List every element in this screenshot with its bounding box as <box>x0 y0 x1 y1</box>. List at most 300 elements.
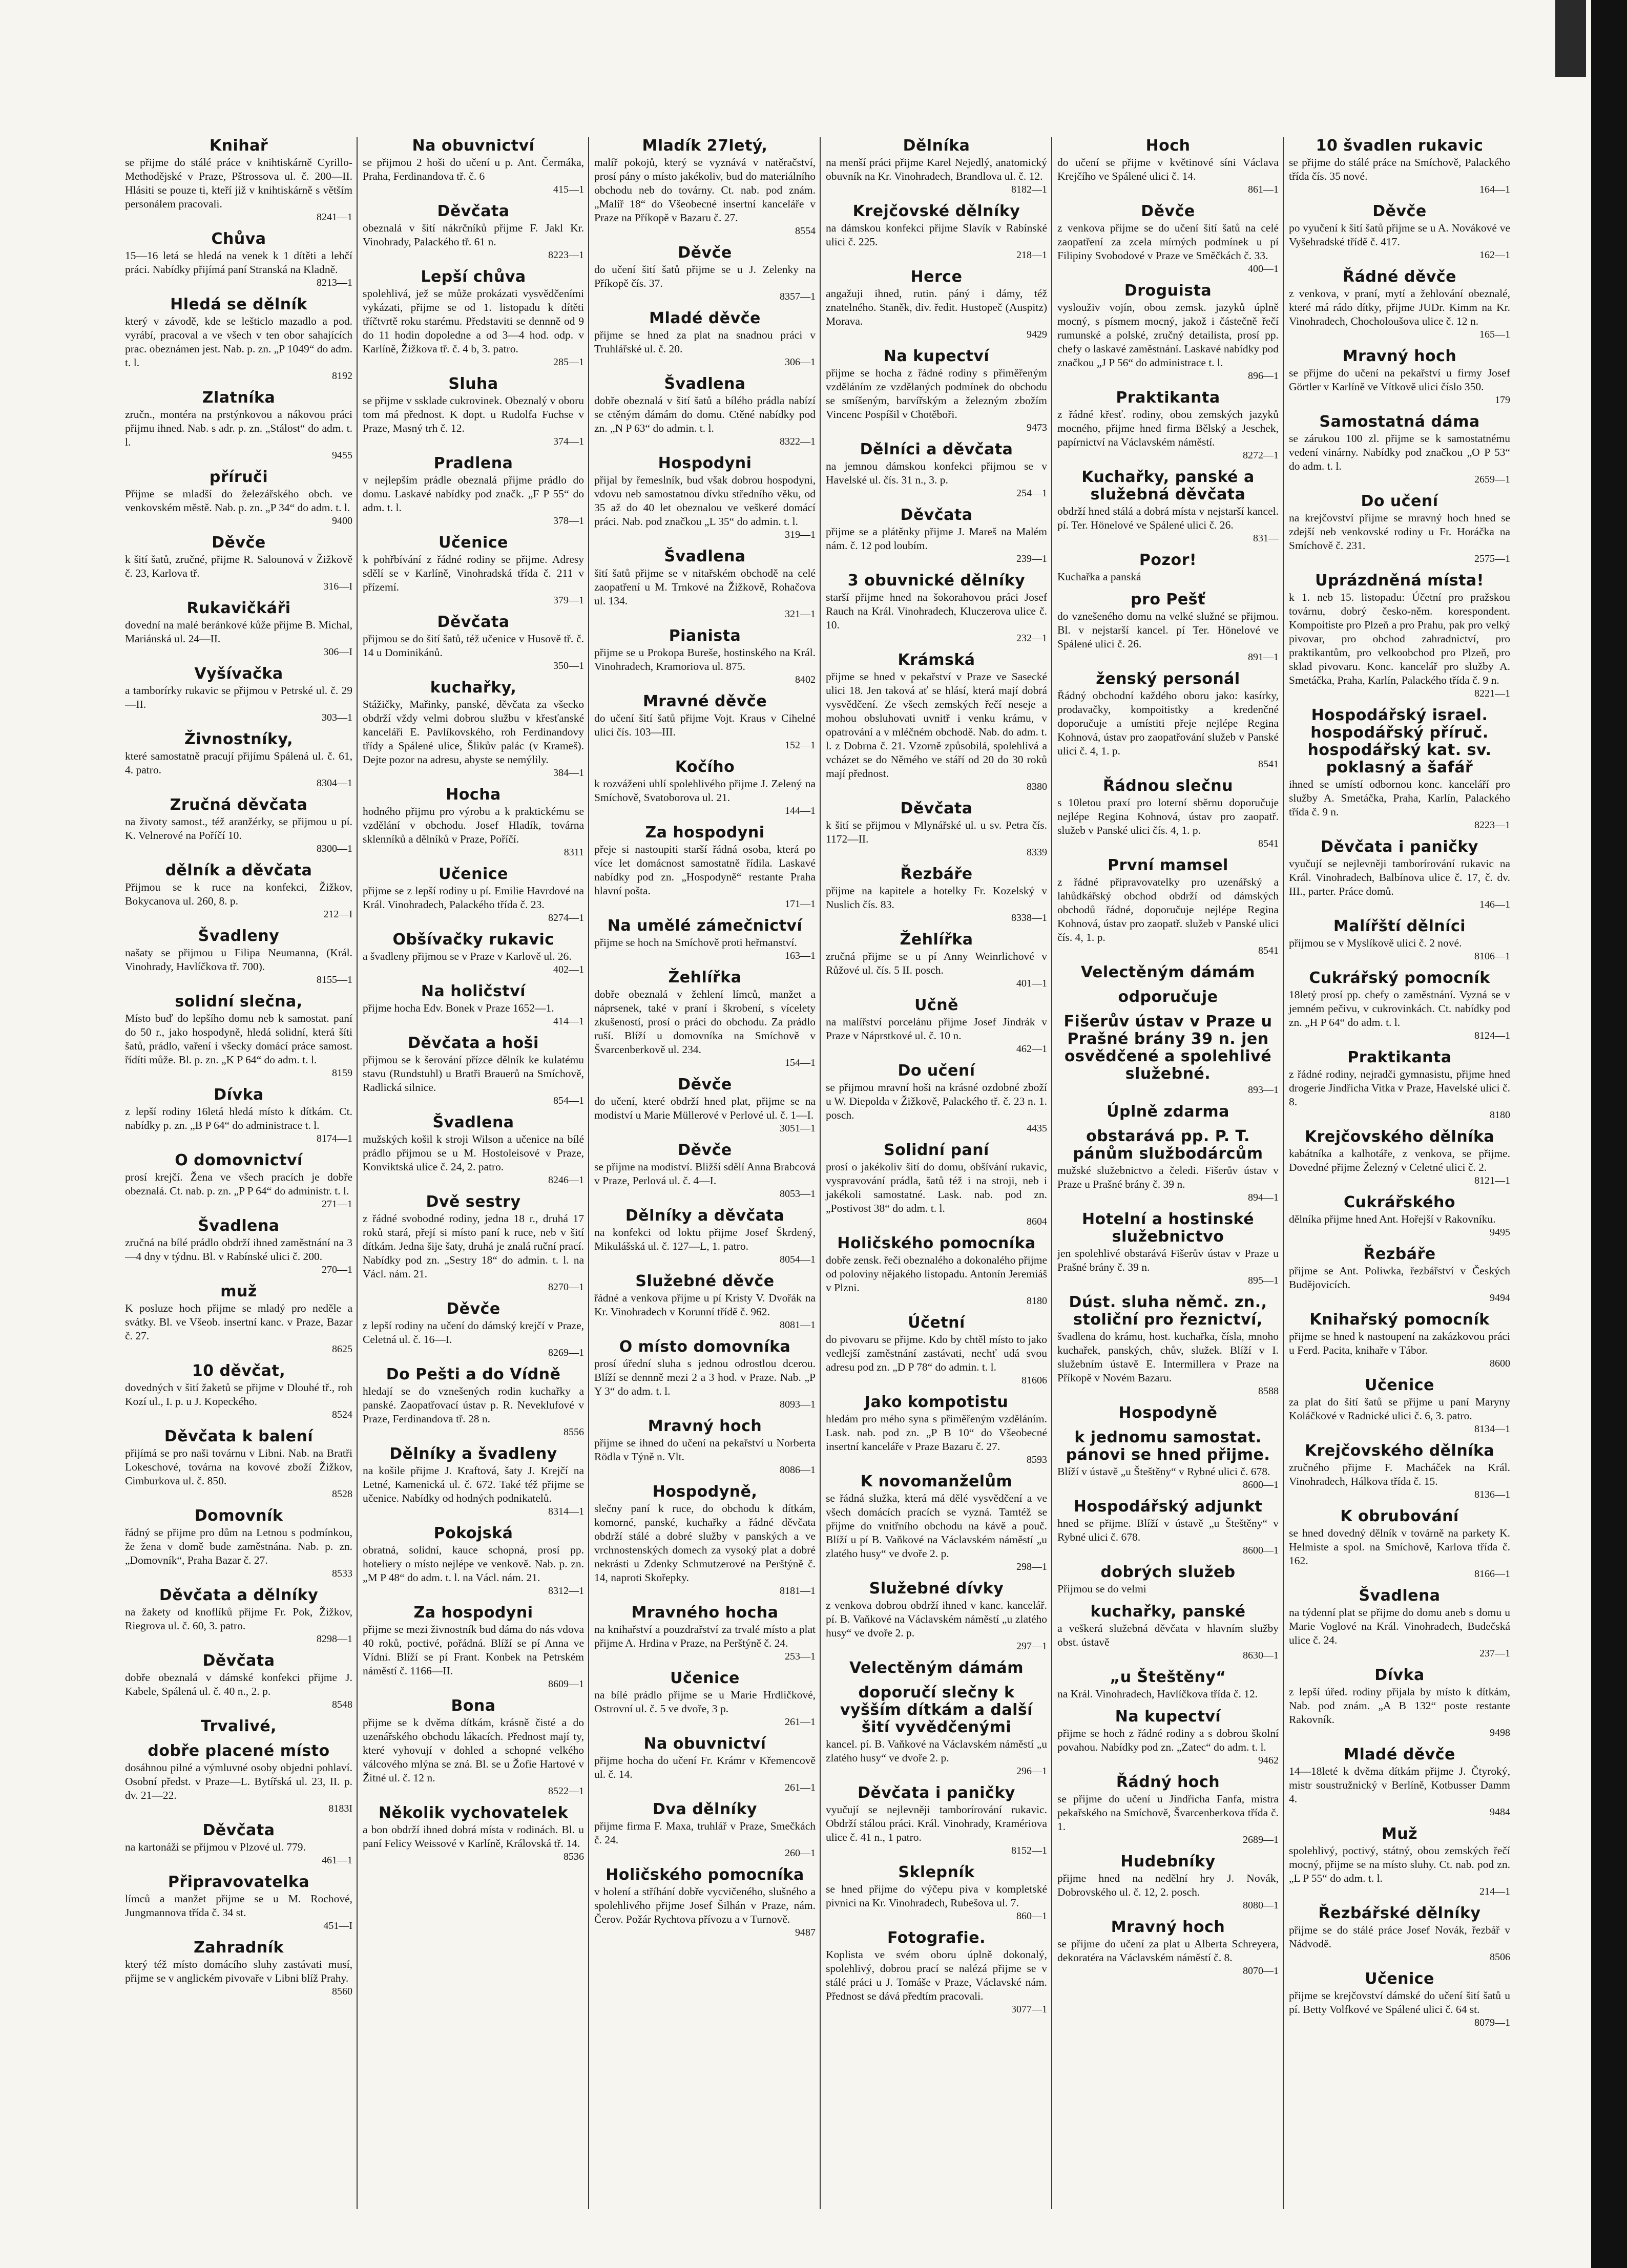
ad-text: hned se přijme. Blíží v ústavě „u Šteštěny“ v Rybné ulici č. 678. <box>1057 1517 1279 1543</box>
classified-ad <box>594 310 816 368</box>
ad-text: prosí o jakékoliv šití do domu, obšívání rukavic, vyspravování prádla, šatů též i na stroji, neb i jakékoli samostatné. Lask. nab. pod zn. „Postivost 38“ do adm. t. l. <box>826 1161 1047 1214</box>
ad-text: Kuchařka a panská <box>1057 571 1141 583</box>
ad-heading: K obrubování <box>1340 1507 1459 1525</box>
ad-heading: Rukavičkáři <box>186 599 291 617</box>
classified-ad <box>826 203 1047 261</box>
ad-heading: Droguista <box>1124 282 1212 300</box>
ad-text: mužské služebnictvo a čeledi. Fišerův ústav v Praze u Prašné brány č. 39 n. <box>1057 1164 1279 1190</box>
ad-heading: Řezbáře <box>900 865 973 883</box>
classified-ad <box>363 1804 584 1863</box>
ad-code: 8380 <box>1027 781 1047 792</box>
ad-heading: Učně <box>914 996 958 1014</box>
classified-ad <box>826 1929 1047 2015</box>
ad-text: hodného přijmu pro výrobu a k praktickému se vzdělání v obchodu. Josef Hladík, továrna sklenníků a dělníků v Praze, Poříčí. <box>363 805 584 845</box>
ad-text: přijmou se k šerování přízce dělník ke kulatému stavu (Rundstuhl) u Bratři Brauerů na Smíchově, Radlická silnice. <box>363 1054 584 1094</box>
ad-heading: Hospodyni <box>658 454 752 472</box>
classified-ad <box>1057 1013 1279 1096</box>
ad-code: 8134—1 <box>1474 1423 1510 1435</box>
ad-heading: Bona <box>451 1697 496 1715</box>
ad-code: 350—1 <box>553 660 584 671</box>
classified-ad <box>125 1587 352 1645</box>
ad-code: 9495 <box>1490 1227 1510 1238</box>
classified-ad <box>125 1362 352 1421</box>
classified-ad <box>594 759 816 817</box>
ad-code: 8541 <box>1258 838 1279 849</box>
classified-ad <box>363 1300 584 1359</box>
ad-code: 8588 <box>1258 1385 1279 1397</box>
ad-heading: Jako kompotistu <box>864 1393 1009 1411</box>
classified-ad <box>1289 572 1510 700</box>
classified-ad <box>1057 670 1279 770</box>
ad-code: 306—1 <box>785 356 816 368</box>
classified-ad <box>826 348 1047 434</box>
ad-heading: Řádné děvče <box>1343 268 1456 286</box>
ad-heading: Živnostníky, <box>184 730 293 748</box>
classified-ad <box>1289 1825 1510 1898</box>
ad-text: do pivovaru se přijme. Kdo by chtěl místo to jako vedlejší zaměstnání zastávati, nechť udá svou adresu pod zn. „D P 78“ do admin. t. l. <box>826 1333 1047 1373</box>
classified-ad <box>1057 1774 1279 1846</box>
classified-ad <box>594 1142 816 1200</box>
column-6 <box>1283 137 1514 2209</box>
ad-heading: kuchařky, panské <box>1090 1603 1246 1621</box>
ad-text: do učení, které obdrží hned plat, přijme se na modiství u Marie Müllerové v Perlové ul. č. 1—I. <box>594 1095 816 1121</box>
classified-ad <box>363 1035 584 1107</box>
ad-code: 378—1 <box>553 515 584 527</box>
ad-text: z venkova přijme se do učení šití šatů na celé zaopatření za zcela mírných podmínek u pí Filipiny Svobodové v Praze ve Směčkách č. 33. <box>1057 222 1279 262</box>
ad-heading: Několik vychovatelek <box>378 1804 569 1822</box>
ad-heading: Děvčata <box>900 506 973 524</box>
ad-text: přijme se hned k nastoupení na zakázkovou práci u Ferd. Pacita, knihaře v Tábor. <box>1289 1330 1510 1356</box>
ad-text: na týdenní plat se přijme do domu aneb s domu u Marie Voglové na Král. Vinohradech, Budečská ulice č. 24. <box>1289 1606 1510 1646</box>
ad-text: z lepší úřed. rodiny přijala by místo k dítkám, Nab. pod znám. „A B 132“ poste restante Rakovník. <box>1289 1686 1510 1726</box>
classified-ad <box>1289 268 1510 341</box>
ad-heading: Dělníci a děvčata <box>860 440 1013 458</box>
ad-code: 8223—1 <box>1474 820 1510 831</box>
classified-ad <box>125 1283 352 1355</box>
classified-ad <box>1289 1442 1510 1501</box>
classified-ad <box>1057 857 1279 957</box>
ad-heading: Zlatníka <box>202 389 276 407</box>
classified-ad <box>1057 1708 1279 1767</box>
ad-heading: Učenice <box>439 534 508 552</box>
classified-ad <box>826 1394 1047 1466</box>
classified-ad <box>594 1207 816 1266</box>
classified-ad <box>125 230 352 289</box>
ad-heading: Praktikanta <box>1116 389 1220 407</box>
classified-ad <box>125 600 352 658</box>
classified-ad <box>1057 1211 1279 1287</box>
ad-text: k 1. neb 15. listopadu: Účetní pro pražskou továrnu, dobrý česko-něm. korespondent. Kompoitiste pro Plzeň a pro Prahu, pak pro velký pivovar, pro obchod zahradnictví, pro praktikantům, pro velkoobchod pro Plzeň, pro sklad pivovaru. Konc. kancelář pro služby A. Smetáčka, Praha, Karlín, Palackého třída č. 9 n. <box>1289 591 1510 686</box>
ad-text: přijme se hned za plat na snadnou práci v Truhlářské ul. č. 20. <box>594 329 816 355</box>
ad-code: 8357—1 <box>780 291 816 302</box>
ad-text: Řádný obchodní každého oboru jako: kasírky, prodavačky, kompoitistky a kredenčné doporučuje a umístiti přeje nejlépe Regina Kohnová, ústav pro zaopatřování služeb v Panské ulici č. 4, 1. p. <box>1057 689 1279 757</box>
ad-code: 9498 <box>1490 1727 1510 1738</box>
classified-ad <box>1057 1294 1279 1397</box>
ad-code: 162—1 <box>1479 249 1510 261</box>
ad-heading: Domovník <box>194 1507 283 1525</box>
ad-text: na bílé prádlo přijme se u Marie Hrdličkové, Ostrovní ul. č. 5 ve dvoře, 3 p. <box>594 1689 816 1715</box>
column-3 <box>588 137 820 2209</box>
ad-heading: Žehlířka <box>668 969 742 986</box>
ad-text: na konfekci od loktu přijme Josef Škrdený, Mikulášská ul. č. 127—L, 1. patro. <box>594 1226 816 1252</box>
ad-heading: ženský personál <box>1096 670 1240 688</box>
ad-text: dělníka přijme hned Ant. Hořejší v Rakovníku. <box>1289 1213 1496 1225</box>
ad-heading: Hledá se dělník <box>170 296 307 313</box>
classified-ad <box>826 507 1047 565</box>
ad-text: přijme se hocha z řádné rodiny s přiměřeným vzděláním ze vzdělaných podmínek do obchodu se smíšeným, barvířským a železným zbožím Vincenc Pospíšil v Chotěboři. <box>826 367 1047 421</box>
ad-text: z lepší rodiny 16letá hledá místo k dítkám. Ct. nabídky p. zn. „B P 64“ do administrace t. l. <box>125 1105 352 1131</box>
ad-code: 154—1 <box>785 1057 816 1068</box>
ad-heading: Holičského pomocníka <box>606 1866 804 1884</box>
ad-heading: Vyšívačka <box>194 665 283 683</box>
ad-heading: Velectěným dámám <box>849 1659 1024 1677</box>
classified-ad <box>826 572 1047 644</box>
ad-text: Blíží v ústavě „u Šteštěny“ v Rybné ulici č. 678. <box>1057 1465 1270 1478</box>
ad-code: 8223—1 <box>548 249 584 261</box>
scan-edge-tab <box>1555 0 1586 77</box>
ad-text: našaty se přijmou u Filipa Neumanna, (Král. Vinohrady, Havlíčkova tř. 700). <box>125 947 352 973</box>
ad-text: k pohřbívání z řádné rodiny se přijme. Adresy sdělí se v Karlíně, Vinohradská třída č. 211 v přízemí. <box>363 553 584 593</box>
column-4 <box>820 137 1051 2209</box>
classified-ad <box>826 800 1047 858</box>
ad-text: do učení se přijme v květinové síni Václava Krejčího ve Spálené ulici č. 14. <box>1057 156 1279 182</box>
ad-code: 8053—1 <box>780 1188 816 1200</box>
ad-code: 179 <box>1495 394 1510 406</box>
classified-ad <box>1289 1905 1510 1963</box>
ad-code: 8402 <box>795 674 816 685</box>
ad-text: se řádná služka, která má dělé vysvědčení a ve všech domácích pracích se vyzná. Tamtéž se přijme do vnitřního obchodu na kávě a pouč. Blíží u pí B. Vaňkové na Václavském náměstí „u zlatého husy“ ve dvoře 2. p. <box>826 1492 1047 1560</box>
ad-text: spolehlivý, poctivý, státný, obou zemských řečí mocný, přijme se na místo sluhy. Ct. nab. pod zn. „L P 55“ do adm. t. l. <box>1289 1844 1510 1884</box>
classified-ad <box>594 1076 816 1135</box>
classified-ad <box>594 137 816 237</box>
ad-heading: Řádnou slečnu <box>1102 777 1234 795</box>
classified-ad <box>1057 1564 1279 1596</box>
classified-ad <box>1289 970 1510 1042</box>
ad-text: Koplista ve svém oboru úplně dokonalý, spolehlivý, dobrou prací se nalézá přijme se v stálé práci u J. Tomáše v Praze, Václavské nám. Přednost se dává předtím pracovali. <box>826 1948 1047 2002</box>
ad-heading: k jednomu samostat. pánovi se hned přijme. <box>1066 1429 1270 1464</box>
classified-ad <box>125 1874 352 1932</box>
ad-text: na Král. Vinohradech, Havlíčkova třída č. 12. <box>1057 1688 1258 1700</box>
ad-text: k šití se přijmou v Mlynářské ul. u sv. Petra čís. 1172—II. <box>826 819 1047 845</box>
ad-heading: Na holičství <box>421 982 526 1000</box>
classified-ad <box>1289 1377 1510 1435</box>
classified-ad <box>1289 1970 1510 2029</box>
ad-code: 8600—1 <box>1243 1545 1279 1556</box>
ad-heading: Zručná děvčata <box>170 796 308 814</box>
ad-heading: První mamsel <box>1108 856 1228 874</box>
ad-code: 8166—1 <box>1474 1568 1510 1580</box>
ad-heading: Švadlena <box>432 1114 514 1131</box>
ad-code: 4435 <box>1027 1123 1047 1134</box>
ad-heading: Krejčovského dělníka <box>1304 1442 1495 1460</box>
ad-code: 895—1 <box>1248 1275 1279 1286</box>
ad-heading: Herce <box>910 268 963 286</box>
ad-code: 9455 <box>332 450 352 461</box>
ad-code: 8506 <box>1490 1951 1510 1963</box>
classified-ad <box>125 137 352 223</box>
ad-text: se zárukou 100 zl. přijme se k samostatnému vedení vinárny. Nabídky pod značkou „O P 53“ do adm. t. l. <box>1289 432 1510 472</box>
ad-heading: Děvče <box>678 1141 732 1159</box>
ad-heading: pro Pešť <box>1131 591 1205 608</box>
ad-text: přijme se a plátěnky přijme J. Mareš na Malém nám. č. 12 pod loubím. <box>826 526 1047 552</box>
ad-heading: 3 obuvnické dělníky <box>847 572 1026 590</box>
ad-heading: Cukrářského <box>1344 1193 1455 1211</box>
ad-heading: obstarává pp. P. T. pánům službodárcům <box>1073 1127 1263 1163</box>
ad-heading: Švadlena <box>1359 1587 1441 1605</box>
classified-ad <box>1289 1587 1510 1660</box>
ad-text: K posluze hoch přijme se mladý pro neděle a svátky. Bl. ve Všeob. insertní kanc. v Praze, Bazar č. 27. <box>125 1302 352 1342</box>
ad-code: 9494 <box>1490 1292 1510 1304</box>
classified-ad <box>826 1062 1047 1135</box>
classified-ad <box>594 1483 816 1597</box>
ad-heading: 10 švadlen rukavic <box>1316 137 1484 155</box>
ad-code: 237—1 <box>1479 1648 1510 1659</box>
ad-heading: Dělníka <box>903 137 970 155</box>
ad-text: se hned dovedný dělník v továrně na parkety K. Helmiste a spol. na Smíchově, Karlova třída č. 162. <box>1289 1527 1510 1567</box>
classified-ad <box>594 1801 816 1859</box>
ad-code: 9400 <box>332 515 352 527</box>
scan-edge <box>1591 0 1627 2268</box>
ad-heading: muž <box>220 1283 257 1300</box>
ad-text: přijme firma F. Maxa, truhlář v Praze, Smečkách č. 24. <box>594 1820 816 1846</box>
classified-ad <box>125 389 352 461</box>
ad-code: 415—1 <box>553 184 584 195</box>
classified-ad <box>363 534 584 606</box>
ad-text: na žakety od knoflíků přijme Fr. Pok, Žižkov, Riegrova ul. č. 60, 3. patro. <box>125 1606 352 1632</box>
ad-text: a tamborírky rukavic se přijmou v Petrské ul. č. 29—II. <box>125 684 352 710</box>
ad-code: 8593 <box>1027 1454 1047 1465</box>
ad-text: dovední na malé beránkové kůže přijme B. Michal, Mariánská ul. 24—II. <box>125 619 352 645</box>
ad-text: za plat do šití šatů se přijme u paní Maryny Koláčkové v Radnické ulici č. 6, 3. patro. <box>1289 1396 1510 1422</box>
ad-heading: Zahradník <box>194 1939 284 1957</box>
ad-code: 8136—1 <box>1474 1489 1510 1500</box>
ad-text: dobře obeznalá v žehlení límců, manžet a náprsenek, také v praní i škrobení, s vícelety zkušeností, prosí o práci do obchodu. Za prádlo ruší. Blíží u domovníka na Smíchově v Švarcenberkově ul. 234. <box>594 988 816 1056</box>
classified-ad <box>826 931 1047 990</box>
ad-code: 400—1 <box>1248 263 1279 275</box>
ad-code: 861—1 <box>1248 184 1279 195</box>
ad-heading: Holičského pomocníka <box>837 1234 1036 1252</box>
classified-ad <box>125 796 352 855</box>
ad-code: 8533 <box>332 1568 352 1579</box>
classified-ad <box>363 614 584 672</box>
ad-code: 8152—1 <box>1011 1845 1047 1856</box>
ad-heading: Dúst. sluha němč. zn., stoliční pro řeznictví, <box>1069 1293 1267 1329</box>
ad-heading: Uprázdněná místa! <box>1315 572 1484 590</box>
classified-ad <box>594 917 816 962</box>
classified-ad <box>363 375 584 448</box>
ad-heading: Fotografie. <box>887 1929 986 1947</box>
ad-heading: dobrých služeb <box>1100 1563 1236 1581</box>
ad-heading: Připravovatelka <box>168 1873 310 1891</box>
classified-ad <box>125 1652 352 1711</box>
ad-heading: Učenice <box>439 865 508 883</box>
classified-ad <box>594 1338 816 1411</box>
classified-ad <box>363 1604 584 1690</box>
ad-code: 296—1 <box>1016 1766 1047 1777</box>
ad-heading: Praktikanta <box>1347 1048 1452 1066</box>
classified-ad <box>1289 493 1510 565</box>
classified-ad <box>826 1473 1047 1573</box>
classified-ad <box>125 1428 352 1500</box>
ad-code: 253—1 <box>785 1651 816 1662</box>
ad-heading: Učenice <box>1365 1970 1434 1988</box>
ad-heading: Kočího <box>675 758 735 776</box>
ad-text: přijme se ihned do učení na pekařství u Norberta Rödla v Týně n. Vlt. <box>594 1437 816 1463</box>
ad-heading: Mravný hoch <box>648 1417 762 1435</box>
classified-ad <box>125 862 352 920</box>
ad-text: Stážičky, Mařinky, panské, děvčata za všecko obdrží vždy velmi dobrou službu v křesťanské kanceláři E. Pavlíkovského, roh Ferdinandovy třídy a Spálené ulice, Šlikův palác (v Krameš). Dejte pozor na adresu, abyste se nemýlily. <box>363 698 584 766</box>
ad-heading: Švadlena <box>664 375 746 393</box>
classified-ad <box>363 679 584 779</box>
ad-heading: Děvčata <box>437 613 510 631</box>
ad-text: 14—18leté k dvěma dítkám přijme J. Čtyroký, mistr soustružnický v Berlíně, Kotbusser Damm 4. <box>1289 1765 1510 1805</box>
ad-heading: Sklepník <box>898 1863 975 1881</box>
ad-heading: odporučuje <box>1118 988 1218 1006</box>
ad-heading: Fišerův ústav v Praze u Prašné brány 39 n. jen osvědčené a spolehlivé služebné. <box>1063 1013 1273 1083</box>
ad-code: 8522—1 <box>548 1786 584 1797</box>
ad-code: 462—1 <box>1016 1043 1047 1055</box>
ad-code: 321—1 <box>785 608 816 620</box>
ad-heading: Děvčata <box>202 1821 275 1839</box>
ad-text: přijme hned na nedělní hry J. Novák, Dobrovského ul. č. 12, 2. posch. <box>1057 1872 1279 1898</box>
classified-ad <box>363 866 584 924</box>
ad-text: se přijme do učení za plat u Alberta Schreyera, dekoratéra na Václavském náměstí č. 8. <box>1057 1938 1279 1964</box>
classified-ad <box>1057 1498 1279 1557</box>
ad-code: 319—1 <box>785 529 816 540</box>
classified-ad <box>363 1114 584 1186</box>
classified-ad <box>826 137 1047 196</box>
ad-heading: 10 děvčat, <box>192 1362 286 1380</box>
classified-ad <box>1057 1919 1279 1977</box>
ad-text: obeznalá v šití nákrčníků přijme F. Jakl Kr. Vinohrady, Palackého tř. 61 n. <box>363 222 584 248</box>
ad-code: 239—1 <box>1016 553 1047 564</box>
ad-heading: Pokojská <box>433 1524 513 1542</box>
classified-ad <box>363 203 584 261</box>
ad-code: 171—1 <box>785 898 816 910</box>
ad-text: límců a manžet přijme se u M. Rochové, Jungmannova třída č. 34 st. <box>125 1893 352 1919</box>
ad-heading: K novomanželům <box>860 1473 1013 1490</box>
ad-heading: Hocha <box>446 786 501 804</box>
ad-heading: Krejčovského dělníka <box>1304 1128 1495 1146</box>
classified-ad <box>1289 137 1510 196</box>
ad-heading: Dva dělníky <box>653 1800 757 1818</box>
ad-heading: Na obuvnictví <box>412 137 535 155</box>
ad-text: Přijmou se do velmi <box>1057 1583 1146 1595</box>
ad-code: 8192 <box>332 370 352 382</box>
ad-text: v nejlepším prádle obeznalá přijme prádlo do domu. Laskavé nabídky pod značk. „F P 55“ do adm. t. l. <box>363 474 584 514</box>
ad-heading: Pianista <box>669 627 741 645</box>
ad-text: přijme se hoch na Smíchově proti heřmanství. <box>594 936 797 949</box>
ad-text: přijme se hoch z řádné rodiny a s dobrou školní povahou. Nabídky pod zn. „Zatec“ do adm. t. l. <box>1057 1727 1279 1753</box>
classified-ad <box>1289 1128 1510 1187</box>
classified-ad <box>594 455 816 541</box>
ad-code: 8183I <box>328 1803 352 1814</box>
ad-heading: Hospodářský adjunkt <box>1073 1498 1263 1516</box>
ad-code: 8600—1 <box>1243 1479 1279 1490</box>
ad-text: přeje si nastoupiti starší řádná osoba, která po více let domácnost samostatně řídila. Laskavé nabídky pod zn. „Hospodyně“ restante Praha hlavní pošta. <box>594 843 816 897</box>
ad-text: šití šatů přijme se v nitařském obchodě na celé zaopatření u M. Trnkové na Žižkově, Rohačova ul. 134. <box>594 567 816 607</box>
ad-heading: Děvče <box>678 244 732 262</box>
ad-text: se přijme do stálé práce na Smíchově, Palackého třída čís. 35 nové. <box>1289 156 1510 182</box>
ad-text: kabátníka a kalhotáře, z venkova, se přijme. Dovedné přijme Železný v Celetné ulici č. 2. <box>1289 1147 1510 1173</box>
ad-heading: Úplně zdarma <box>1107 1103 1229 1121</box>
classified-ad <box>125 1152 352 1210</box>
classified-ad <box>363 931 584 976</box>
ad-heading: Švadlena <box>198 1217 280 1235</box>
ad-heading: Žehlířka <box>900 931 973 949</box>
ad-code: 2689—1 <box>1243 1834 1279 1845</box>
classified-ad <box>1057 1669 1279 1701</box>
ad-code: 8528 <box>332 1488 352 1500</box>
ad-code: 896—1 <box>1248 370 1279 382</box>
ad-heading: Knihař <box>209 137 268 155</box>
ad-code: 8524 <box>332 1409 352 1420</box>
classified-ad <box>1289 1311 1510 1370</box>
ad-heading: Na umělé zámečnictví <box>607 917 803 935</box>
classified-ads-grid <box>125 137 1514 2209</box>
classified-ad <box>1289 1508 1510 1580</box>
ad-code: 8314—1 <box>548 1506 584 1517</box>
ad-code: 164—1 <box>1479 184 1510 195</box>
classified-ad <box>826 866 1047 924</box>
classified-ad <box>363 268 584 368</box>
classified-ad <box>363 1445 584 1518</box>
classified-ad <box>594 824 816 910</box>
classified-ad <box>826 1864 1047 1922</box>
ad-heading: Děvče <box>1372 202 1427 220</box>
ad-code: 414—1 <box>553 1016 584 1027</box>
ad-heading: Mladík 27letý, <box>642 137 768 155</box>
ad-text: Přijmou se k ruce na konfekci, Žižkov, Bokycanova ul. 260, 8. p. <box>125 881 352 907</box>
ad-code: 8081—1 <box>780 1319 816 1331</box>
ad-code: 8181—1 <box>780 1585 816 1597</box>
ad-text: zručného přijme F. Macháček na Král. Vinohradech, Hálkova třída č. 15. <box>1289 1461 1510 1487</box>
ad-text: se přijme do učení u Jindřicha Fanfa, mistra pekařského na Smíchově, Švarcenberkova třída č. 1. <box>1057 1793 1279 1833</box>
ad-text: přijme hocha do učení Fr. Krámr v Křemencově ul. č. 14. <box>594 1754 816 1780</box>
ad-heading: Učenice <box>670 1669 740 1687</box>
ad-code: 254—1 <box>1016 488 1047 499</box>
ad-heading: Na obuvnictví <box>643 1735 766 1753</box>
classified-ad <box>826 1660 1047 1677</box>
ad-code: 8560 <box>332 1986 352 1997</box>
ad-heading: Účetní <box>908 1314 965 1332</box>
classified-ad <box>1289 413 1510 486</box>
classified-ad <box>363 1193 584 1293</box>
ad-heading: Obšívačky rukavic <box>392 931 554 949</box>
classified-ad <box>826 1314 1047 1387</box>
ad-heading: Mravné děvče <box>642 692 767 710</box>
ad-code: 8174—1 <box>317 1133 352 1144</box>
ad-text: obdrží hned stálá a dobrá místa v nejstarší kancel. pí. Ter. Hönelové ve Spálené ulici č. 26. <box>1057 505 1279 531</box>
ad-code: 218—1 <box>1016 249 1047 261</box>
ad-code: 297—1 <box>1016 1641 1047 1652</box>
ad-text: který v závodě, kde se lešticlo mazadlo a pod. vyrábí, pracoval a ve všech v ten obor sahajících prac. obeznámen jest. Nab. p. zn. „P 1049“ do adm. t. l. <box>125 315 352 369</box>
ad-text: z řádné křesť. rodiny, obou zemských jazyků mocného, přijme hned firma Bělský a Jeschek, papírnictví na Václavském náměstí. <box>1057 408 1279 448</box>
classified-ad <box>826 1784 1047 1857</box>
ad-heading: Mravný hoch <box>1342 347 1457 365</box>
ad-text: starší přijme hned na šokorahovou práci Josef Rauch na Král. Vinohradech, Kluczerova ulice č. 10. <box>826 591 1047 631</box>
ad-heading: solidní slečna, <box>175 993 303 1011</box>
classified-ad <box>1057 203 1279 275</box>
classified-ad <box>826 1580 1047 1652</box>
ad-text: se přijme do stálé práce v knihtiskárně Cyrillo-Methodějské v Praze, Pštrossova ul. č. 200—II. Hlásiti se pouze ti, kteří již v knihtiskárně s větším personálem pracovali. <box>125 156 352 210</box>
ad-text: přijme se z lepší rodiny u pí. Emilie Havrdové na Král. Vinohradech, Palackého třída č. 23. <box>363 885 584 911</box>
ad-code: 8106—1 <box>1474 951 1510 962</box>
classified-ad <box>363 983 584 1027</box>
ad-heading: Muž <box>1381 1825 1418 1843</box>
ad-heading: Mladé děvče <box>1344 1746 1455 1763</box>
ad-text: do vznešeného domu na velké služné se přijmou. Bl. v nejstarší kancel. pí Ter. Hönelové ve Spálené ulici č. 26. <box>1057 610 1279 650</box>
